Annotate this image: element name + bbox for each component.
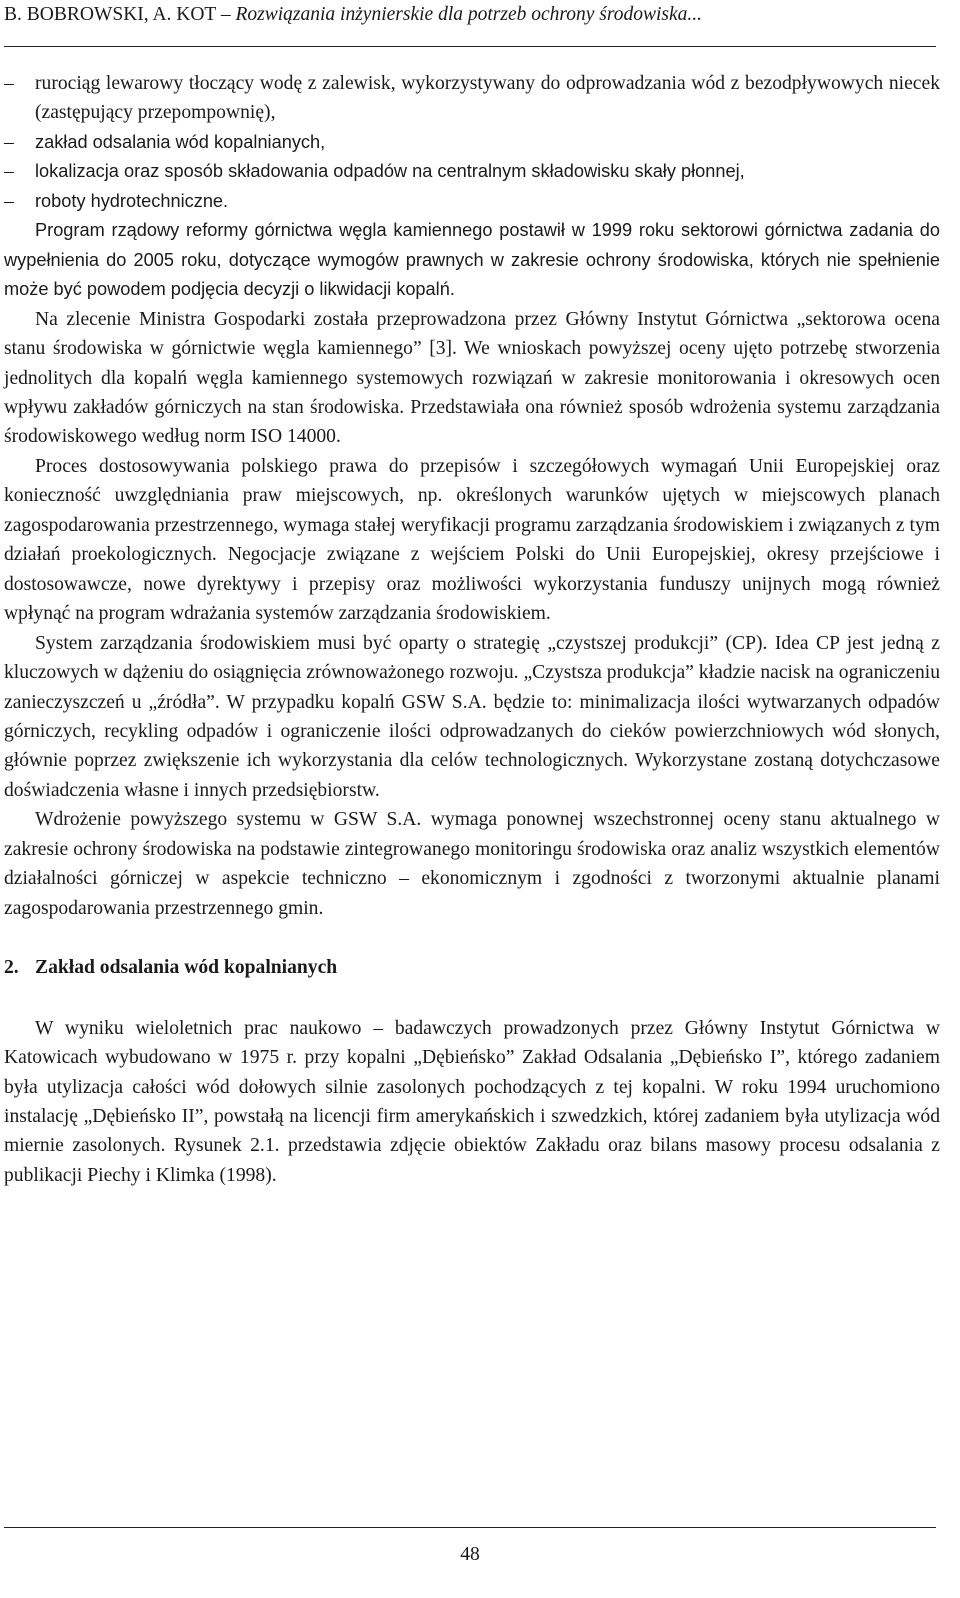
list-item-text: lokalizacja oraz sposób składowania odpadów na centralnym składowisku skały płonnej, [35, 161, 745, 182]
list-item [4, 187, 940, 216]
section-heading [4, 953, 940, 982]
list-item-text: rurociąg lewarowy tłoczący wodę z zalewisk, wykorzystywany do odprowadzania wód z bezodpływowych niecek (zastępujący przepompownię), [35, 73, 940, 124]
page-body [4, 69, 940, 1190]
dash-bullet: – [4, 131, 14, 153]
body-paragraph: Proces dostosowywania polskiego prawa do przepisów i szczegółowych wymagań Unii Europejskiej oraz konieczność uwzględniania praw miejscowych, np. określonych warunków ujętych w miejscowych planach zagospodarowania przestrzennego, wymaga stałej weryfikacji programu zarządzania środowiskiem i związanych z tym działań proekologicznych. Negocjacje związane z wejściem Polski do Unii Europejskiej, okresy przejściowe i dostosowawcze, nowe dyrektywy i przepisy oraz możliwości wykorzystania funduszy unijnych mogą również wpłynąć na program wdrażania systemów zarządzania środowiskiem. [4, 455, 940, 625]
header-divider [4, 46, 936, 47]
list-item [4, 128, 940, 157]
list-item [4, 69, 940, 128]
list-item-text: zakład odsalania wód kopalnianych, [35, 131, 326, 152]
header-title: Rozwiązania inżynierskie dla potrzeb ochrony środowiska... [235, 4, 703, 25]
body-paragraph: System zarządzania środowiskiem musi być oparty o strategię „czystszej produkcji” (CP). Idea CP jest jedną z kluczowych w dążeniu do osiągnięcia zrównoważonego rozwoju. „Czystsza produkcja” kładzie nacisk na ograniczeniu zanieczyszczeń u „źródła”. W przypadku kopalń GSW S.A. będzie to: minimalizacja ilości wytwarzanych odpadów górniczych, recykling odpadów i ograniczenie ilości odprowadzanych do cieków powierzchniowych wód słonych, głównie poprzez zwiększenie ich wykorzystania dla celów technologicznych. Wykorzystane zostaną dotychczasowe doświadczenia własne i innych przedsiębiorstw. [4, 632, 940, 801]
dash-bullet: – [4, 73, 14, 94]
section-title: Zakład odsalania wód kopalnianych [35, 957, 338, 979]
running-header [4, 2, 944, 28]
body-paragraph: Wdrożenie powyższego systemu w GSW S.A. wymaga ponownej wszechstronnej oceny stanu aktualnego w zakresie ochrony środowiska na podstawie zintegrowanego monitoringu środowiska oraz analiz wszystkich elementów działalności górniczej w aspekcie techniczno – ekonomicznym i zgodności z tworzonymi aktualnie planami zagospodarowania przestrzennego gmin. [4, 809, 940, 919]
dash-bullet: – [4, 161, 14, 183]
bullet-list [4, 69, 940, 216]
dash-bullet: – [4, 190, 14, 212]
footer-divider [4, 1527, 936, 1528]
header-authors: B. BOBROWSKI, A. KOT – [4, 4, 236, 25]
body-paragraph: Na zlecenie Ministra Gospodarki została przeprowadzona przez Główny Instytut Górnictwa „sektorowa ocena stanu środowiska w górnictwie węgla kamiennego” [3]. We wnioskach powyższej oceny ujęto potrzebę stworzenia jednolitych dla kopalń węgla kamiennego systemowych rozwiązań w zakresie monitorowania i okresowych ocen wpływu zakładów górniczych na stan środowiska. Przedstawiała ona również sposób wdrożenia systemu zarządzania środowiskowego według norm ISO 14000. [4, 308, 940, 448]
section-number: 2. [4, 957, 19, 979]
body-paragraph: Program rządowy reformy górnictwa węgla kamiennego postawił w 1999 roku sektorowi górnictwa zadania do wypełnienia do 2005 roku, dotyczące wymogów prawnych w zakresie ochrony środowiska, których nie spełnienie może być powodem podjęcia decyzji o likwidacji kopalń. [4, 220, 940, 300]
section-paragraph: W wyniku wieloletnich prac naukowo – badawczych prowadzonych przez Główny Instytut Górnictwa w Katowicach wybudowano w 1975 r. przy kopalni „Dębieńsko” Zakład Odsalania „Dębieńsko I”, którego zadaniem była utylizacja całości wód dołowych silnie zasolonych pochodzących z tej kopalni. W roku 1994 uruchomiono instalację „Dębieńsko II”, powstałą na licencji firm amerykańskich i szwedzkich, której zadaniem była utylizacja wód miernie zasolonych. Rysunek 2.1. przedstawia zdjęcie obiektów Zakładu oraz bilans masowy procesu odsalania z publikacji Piechy i Klimka (1998). [4, 1017, 940, 1186]
list-item-text: roboty hydrotechniczne. [35, 190, 229, 211]
list-item [4, 157, 940, 186]
page-number: 48 [460, 1544, 480, 1565]
